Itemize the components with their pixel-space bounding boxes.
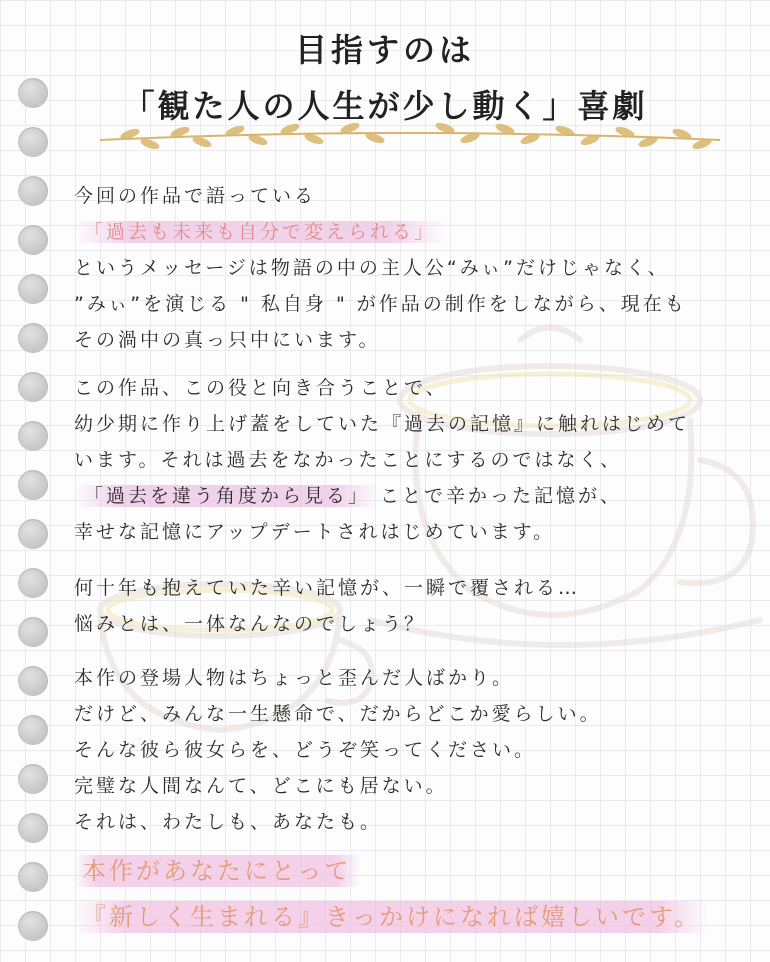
binder-hole (18, 421, 48, 451)
binder-hole (18, 715, 48, 745)
binder-hole (18, 274, 48, 304)
text-fragment: ことで辛かった記憶が、 (380, 485, 623, 507)
text-line: それは、わたしも、あなたも。 (74, 811, 383, 833)
paragraph-1 (74, 178, 754, 358)
text-line: ”みぃ”を演じる " 私自身 " が作品の制作をしながら、現在も (74, 293, 687, 315)
paragraph-3 (74, 570, 754, 642)
gold-laurel-ornament (90, 122, 730, 154)
page-title (0, 28, 770, 132)
text-line: だけど、みんな一生懸命で、だからどこか愛らしい。 (74, 703, 602, 725)
highlight-text: 「過去を違う角度から見る」 (74, 485, 380, 507)
highlight-text: 「過去も未来も自分で変えられる」 (74, 221, 446, 243)
text-line: 幸せな記憶にアップデートされはじめています。 (74, 521, 556, 543)
binder-holes (18, 78, 50, 938)
text-line: この作品、この役と向き合うことで、 (74, 377, 448, 399)
text-line: というメッセージは物語の中の主人公“みぃ”だけじゃなく、 (74, 257, 670, 279)
text-line: います。それは過去をなかったことにするのではなく、 (74, 449, 623, 471)
text-line: そんな彼ら彼女らを、どうぞ笑ってください。 (74, 739, 537, 761)
text-line: 何十年も抱えていた辛い記憶が、一瞬で覆される… (74, 577, 581, 599)
highlight-phrase (74, 214, 754, 250)
binder-hole (18, 568, 48, 598)
closing-line-2 (74, 894, 764, 940)
paragraph-2 (74, 370, 754, 550)
binder-hole (18, 323, 48, 353)
binder-hole (18, 813, 48, 843)
closing-text: 『新しく生まれる』きっかけになれば嬉しいです。 (74, 901, 709, 933)
binder-hole (18, 519, 48, 549)
title-line-2: 「観た人の人生が少し動く」喜劇 (122, 87, 648, 125)
binder-hole (18, 176, 48, 206)
paragraph-4 (74, 660, 754, 840)
text-line: 今回の作品で語っている (74, 185, 317, 207)
binder-hole (18, 617, 48, 647)
binder-hole (18, 225, 48, 255)
text-line-highlighted (74, 478, 754, 514)
binder-hole (18, 862, 48, 892)
closing-message (74, 848, 764, 940)
closing-line-1 (74, 848, 764, 894)
binder-hole (18, 911, 48, 941)
binder-hole (18, 372, 48, 402)
text-line: 完璧な人間なんて、どこにも居ない。 (74, 775, 448, 797)
closing-text: 本作があなたにとって (74, 855, 360, 887)
text-line: 悩みとは、一体なんなのでしょう？ (74, 613, 427, 635)
text-line: その渦中の真っ只中にいます。 (74, 329, 381, 351)
title-line-1: 目指すのは (294, 31, 475, 69)
text-line: 幼少期に作り上げ蓋をしていた『過去の記憶』に触れはじめて (74, 413, 691, 435)
binder-hole (18, 666, 48, 696)
binder-hole (18, 764, 48, 794)
binder-hole (18, 470, 48, 500)
text-line: 本作の登場人物はちょっと歪んだ人ばかり。 (74, 667, 515, 689)
